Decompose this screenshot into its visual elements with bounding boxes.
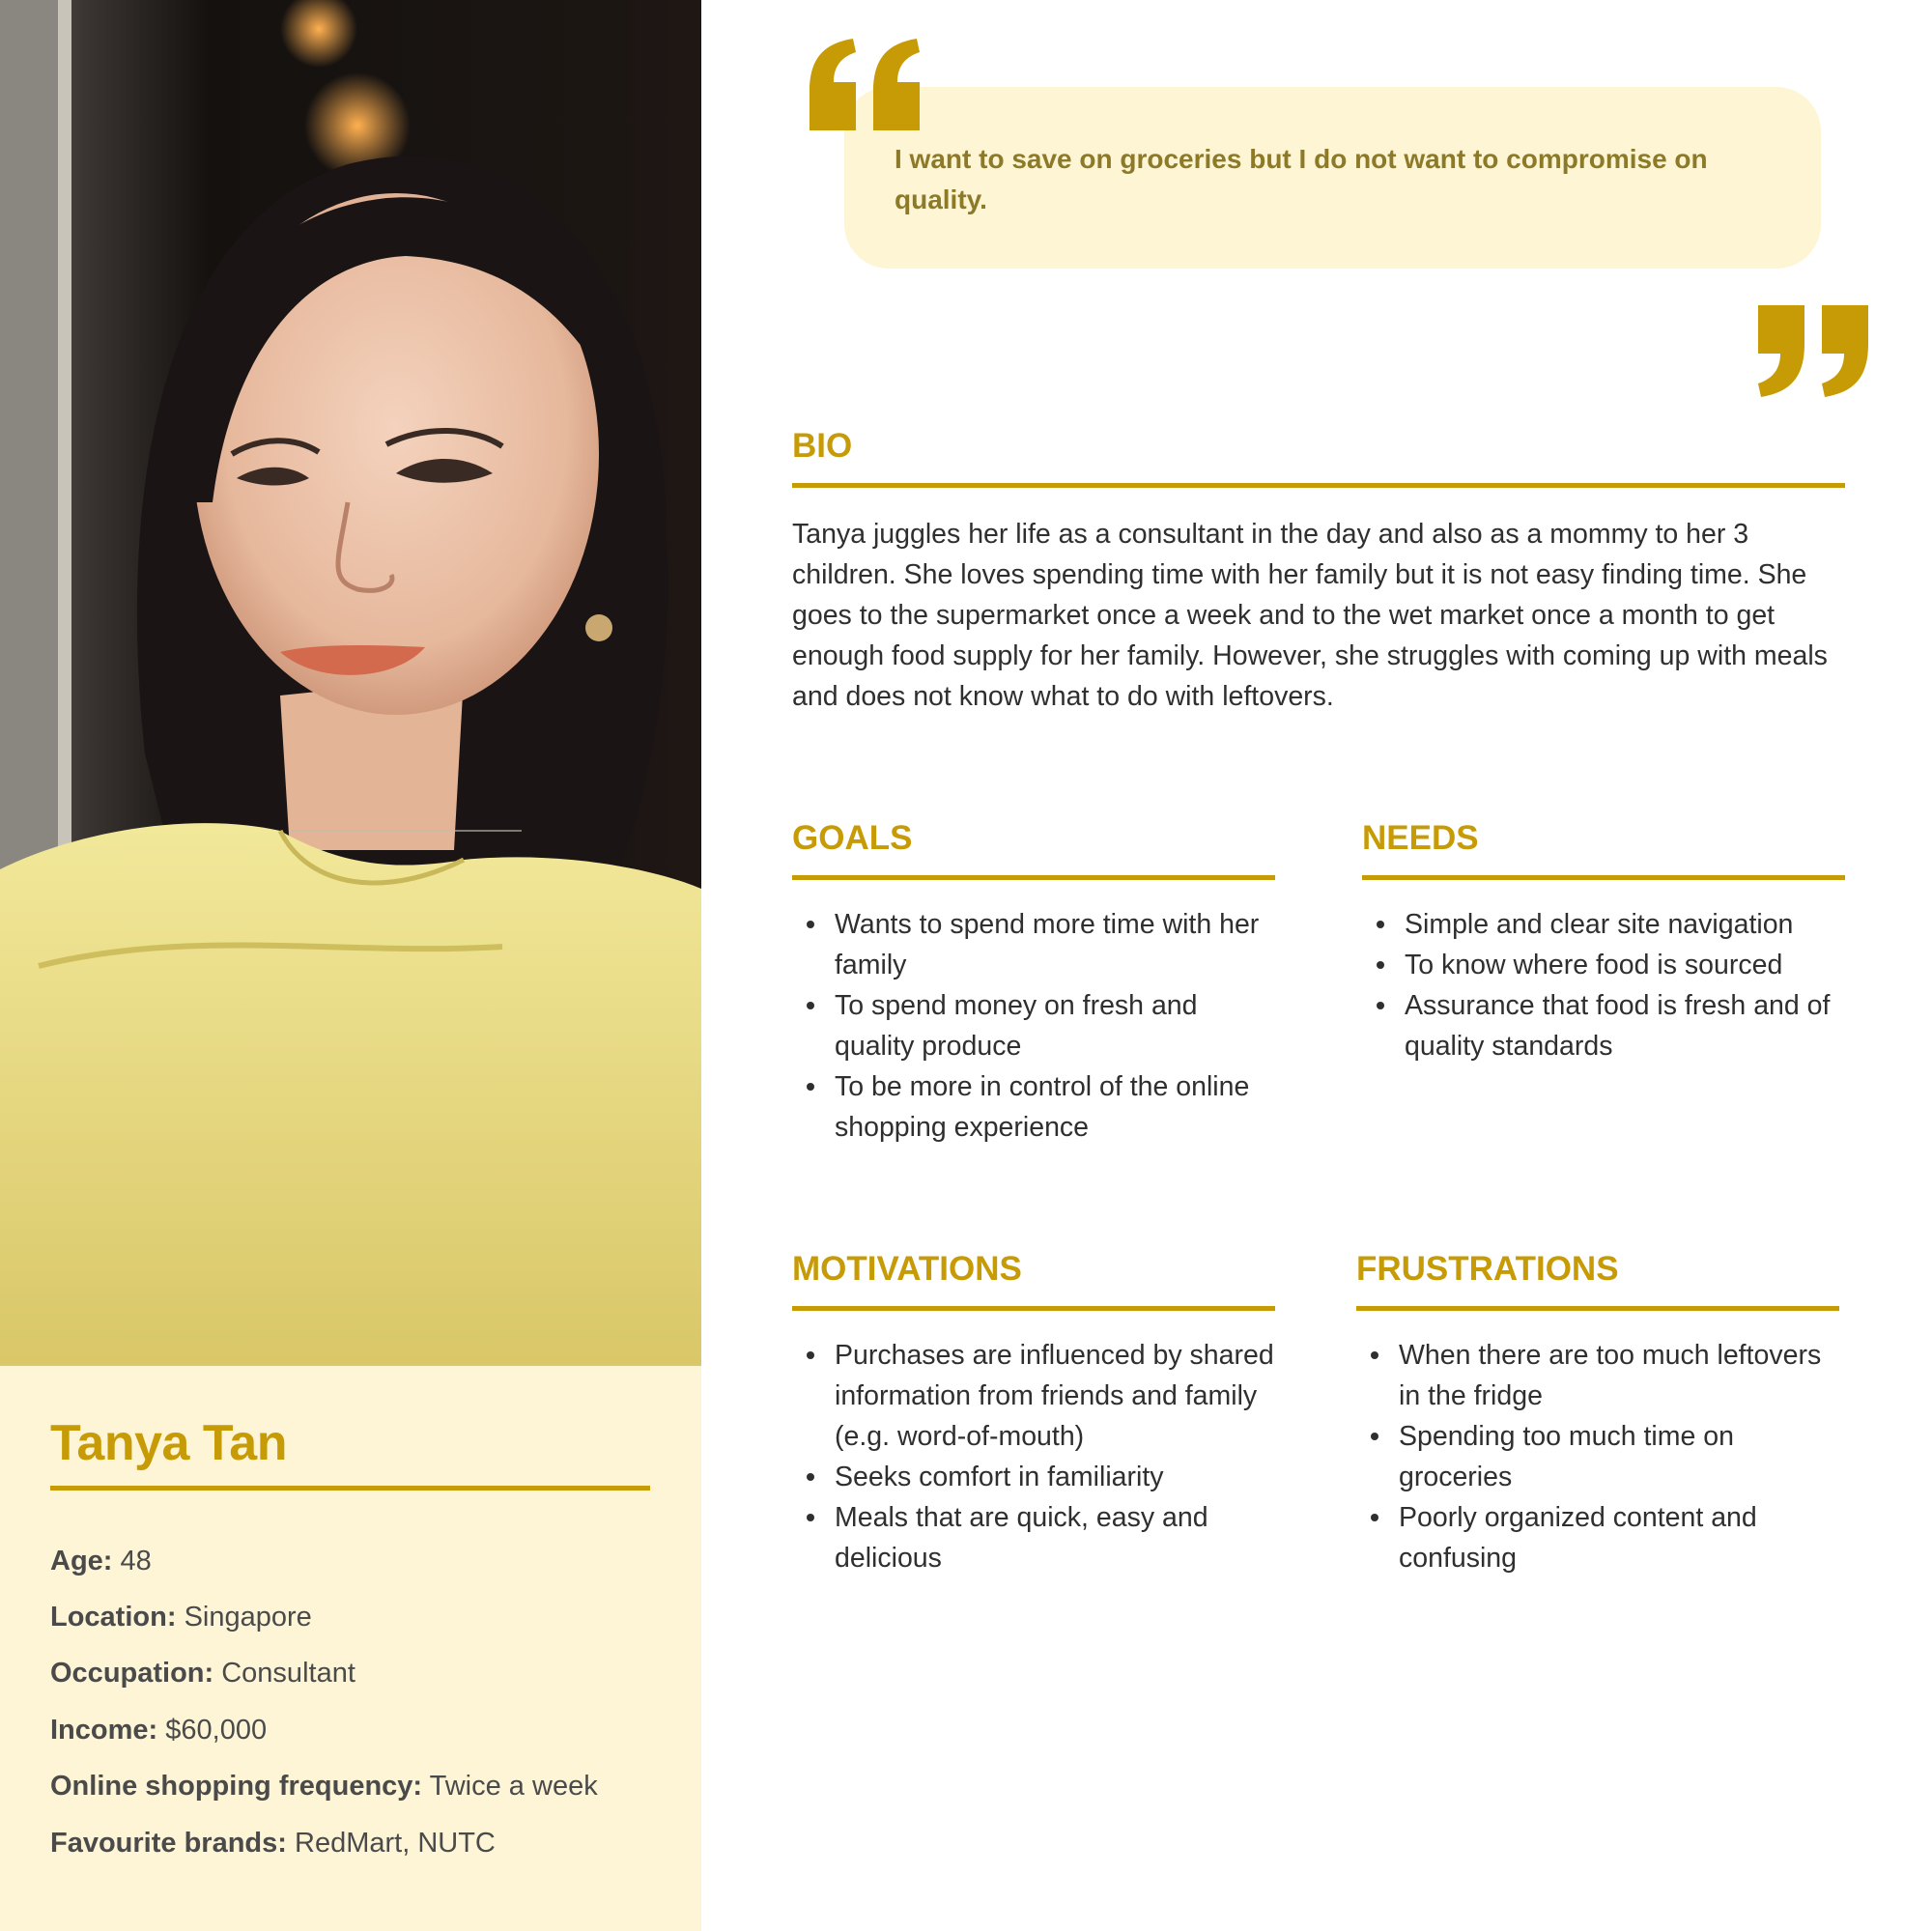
fact-label: Age: <box>50 1546 113 1576</box>
fact-label: Occupation: <box>50 1658 214 1689</box>
fact-favourite-brands <box>50 1828 496 1860</box>
fact-income <box>50 1715 267 1746</box>
fact-value: Singapore <box>184 1602 312 1633</box>
goals-title: GOALS <box>792 819 913 857</box>
fact-value: Twice a week <box>429 1771 598 1802</box>
open-quote-icon <box>810 39 925 130</box>
motivations-list <box>792 1335 1275 1578</box>
frustrations-divider <box>1356 1306 1839 1311</box>
motivations-divider <box>792 1306 1275 1311</box>
fact-shopping-frequency <box>50 1771 598 1803</box>
goals-divider <box>792 875 1275 880</box>
fact-value: RedMart, NUTC <box>295 1828 496 1859</box>
frustrations-title: FRUSTRATIONS <box>1356 1250 1619 1288</box>
portrait-illustration <box>0 0 701 1366</box>
bio-text: Tanya juggles her life as a consultant in the day and also as a mommy to her 3 children. She loves spending time with her family but it is not easy finding time. She goes to the supermarket once a week and to the wet market once a month to get enough food supply for her family. However, she struggles with coming up with meals and does not know what to do with leftovers. <box>792 519 1828 712</box>
list-item: Purchases are influenced by shared information from friends and family (e.g. word-of-mouth) <box>792 1335 1275 1457</box>
list-item: Poorly organized content and confusing <box>1356 1497 1839 1578</box>
fact-label: Income: <box>50 1715 158 1746</box>
bio-title: BIO <box>792 427 853 465</box>
fact-label: Favourite brands: <box>50 1828 287 1859</box>
persona-sidebar <box>0 0 701 1931</box>
fact-value: $60,000 <box>165 1715 268 1746</box>
needs-title: NEEDS <box>1362 819 1479 857</box>
list-item: To be more in control of the online shopping experience <box>792 1066 1275 1148</box>
list-item: Simple and clear site navigation <box>1362 904 1845 945</box>
list-item: To know where food is sourced <box>1362 945 1845 985</box>
name-divider <box>50 1486 650 1491</box>
bio-divider <box>792 483 1845 488</box>
list-item: Spending too much time on groceries <box>1356 1416 1839 1497</box>
fact-label: Online shopping frequency: <box>50 1771 423 1802</box>
list-item: Meals that are quick, easy and delicious <box>792 1497 1275 1578</box>
close-quote-icon <box>1756 305 1872 397</box>
fact-occupation <box>50 1658 355 1690</box>
list-item: Wants to spend more time with her family <box>792 904 1275 985</box>
fact-value: Consultant <box>221 1658 355 1689</box>
fact-location <box>50 1602 312 1633</box>
fact-age <box>50 1546 152 1577</box>
frustrations-list <box>1356 1335 1839 1578</box>
needs-list <box>1362 904 1845 1066</box>
list-item: Assurance that food is fresh and of quality standards <box>1362 985 1845 1066</box>
needs-divider <box>1362 875 1845 880</box>
persona-name: Tanya Tan <box>50 1415 287 1471</box>
list-item: Seeks comfort in familiarity <box>792 1457 1275 1497</box>
goals-list <box>792 904 1275 1148</box>
fact-value: 48 <box>120 1546 152 1576</box>
list-item: To spend money on fresh and quality produce <box>792 985 1275 1066</box>
motivations-title: MOTIVATIONS <box>792 1250 1022 1288</box>
list-item: When there are too much leftovers in the fridge <box>1356 1335 1839 1416</box>
quote-text: I want to save on groceries but I do not want to compromise on quality. <box>895 144 1708 214</box>
fact-label: Location: <box>50 1602 177 1633</box>
persona-photo <box>0 0 701 1366</box>
